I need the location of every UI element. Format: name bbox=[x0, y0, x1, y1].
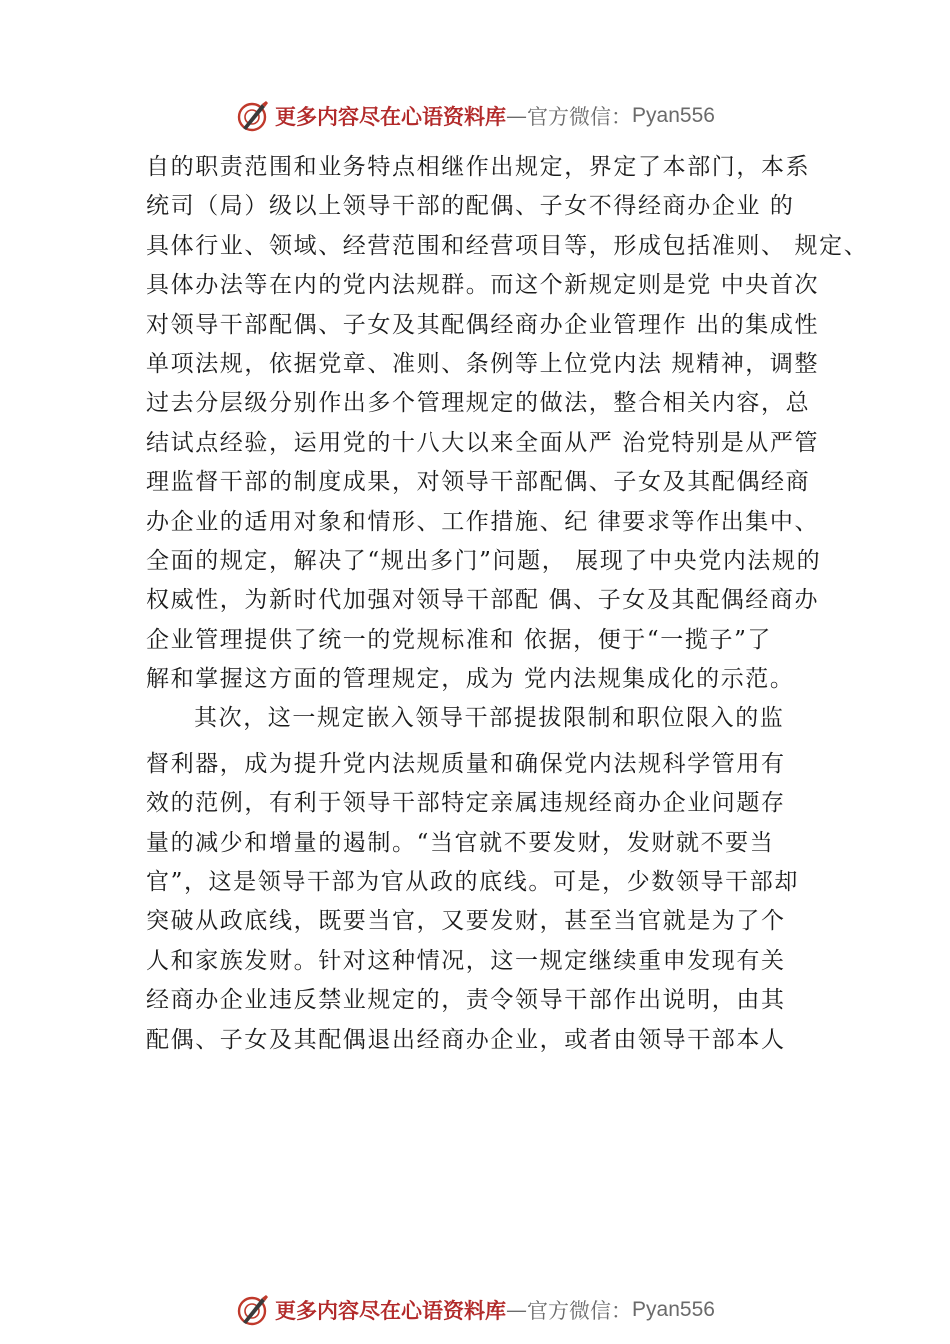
paragraph-start-line: 其次，这一规定嵌入领导干部提拔限制和职位限入的监 bbox=[194, 705, 785, 732]
header-wechat-label: 官方微信： bbox=[527, 105, 633, 129]
text-line: 突破从政底线，既要当官，又要发财，甚至当官就是为了个 bbox=[146, 908, 786, 935]
text-line: 办企业的适用对象和情形、工作措施、纪 律要求等作出集中、 bbox=[146, 508, 820, 535]
text-line: 解和掌握这方面的管理规定，成为 党内法规集成化的示范。 bbox=[146, 666, 795, 693]
text-line: 权威性，为新时代加强对领导干部配 偶、子女及其配偶经商办 bbox=[146, 587, 820, 614]
text-line: 企业管理提供了统一的党规标准和 依据，便于“一揽子”了 bbox=[146, 626, 773, 653]
text-line: 效的范例，有利于领导干部特定亲属违规经商办企业问题存 bbox=[146, 790, 786, 817]
text-line: 督利器，成为提升党内法规质量和确保党内法规科学管用有 bbox=[146, 750, 786, 777]
text-line: 量的减少和增量的遏制。“当官就不要发财，发财就不要当 bbox=[146, 829, 775, 856]
text-line: 具体行业、领域、经营范围和经营项目等，形成包括准则、 规定、 bbox=[146, 232, 869, 259]
text-line: 结试点经验，运用党的十八大以来全面从严 治党特别是从严管 bbox=[146, 429, 820, 456]
header-brand-text: 更多内容尽在心语资料库 bbox=[275, 104, 507, 129]
footer-wechat-label: 官方微信： bbox=[527, 1299, 633, 1323]
brand-logo-icon bbox=[235, 98, 271, 134]
brand-logo-icon bbox=[235, 1292, 271, 1328]
document-body bbox=[146, 148, 869, 1060]
footer-brand-text: 更多内容尽在心语资料库 bbox=[275, 1298, 507, 1323]
text-line: 经商办企业违反禁业规定的，责令领导干部作出说明，由其 bbox=[146, 987, 786, 1014]
text-line: 对领导干部配偶、子女及其配偶经商办企业管理作 出的集成性 bbox=[146, 311, 820, 338]
footer-banner bbox=[0, 1288, 950, 1332]
text-line: 具体办法等在内的党内法规群。而这个新规定则是党 中央首次 bbox=[146, 272, 820, 299]
footer-dash: — bbox=[506, 1298, 528, 1322]
text-line: 理监督干部的制度成果，对领导干部配偶、子女及其配偶经商 bbox=[146, 469, 811, 496]
header-wechat-id: Pyan556 bbox=[632, 104, 715, 127]
header-banner bbox=[0, 94, 950, 138]
footer-wechat-id: Pyan556 bbox=[632, 1298, 715, 1321]
text-line: 过去分层级分别作出多个管理规定的做法，整合相关内容，总 bbox=[146, 390, 811, 417]
text-line: 人和家族发财。针对这种情况，这一规定继续重申发现有关 bbox=[146, 947, 786, 974]
text-line: 自的职责范围和业务特点相继作出规定，界定了本部门，本系 bbox=[146, 154, 811, 180]
header-dash: — bbox=[506, 104, 528, 128]
text-line: 单项法规，依据党章、准则、条例等上位党内法 规精神，调整 bbox=[146, 350, 820, 377]
text-line: 配偶、子女及其配偶退出经商办企业，或者由领导干部本人 bbox=[146, 1026, 786, 1053]
text-line: 统司（局）级以上领导干部的配偶、子女不得经商办企业 的 bbox=[146, 193, 795, 220]
text-line: 官”，这是领导干部为官从政的底线。可是，少数领导干部却 bbox=[146, 869, 799, 896]
text-line: 全面的规定，解决了“规出多门”问题， 展现了中央党内法规的 bbox=[146, 547, 822, 574]
